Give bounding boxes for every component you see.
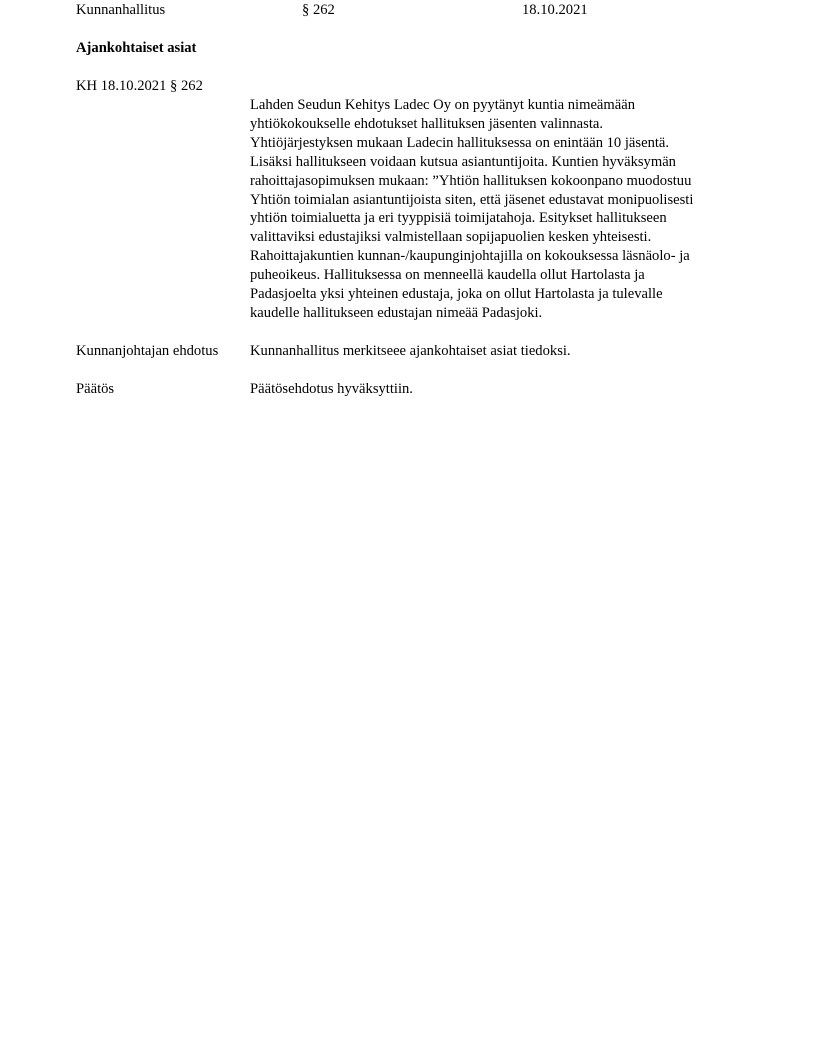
body-line: Lisäksi hallitukseen voidaan kutsua asiantuntijoita. Kuntien hyväksymän xyxy=(250,153,676,170)
header-date: 18.10.2021 xyxy=(522,2,588,18)
body-line: Rahoittajakuntien kunnan-/kaupunginjohtajilla on kokouksessa läsnäolo- ja xyxy=(250,248,690,265)
body-paragraph xyxy=(250,96,750,323)
body-line: yhtiön toimialuetta ja eri tyyppisiä toimijatahoja. Esitykset hallitukseen xyxy=(250,210,667,227)
body-line: puheoikeus. Hallituksessa on menneellä kaudella ollut Hartolasta ja xyxy=(250,267,645,284)
body-line: Yhtiön toimialan asiantuntijoista siten, että jäsenet edustavat monipuolisesti xyxy=(250,191,694,208)
body-line: yhtiökokoukselle ehdotukset hallituksen jäsenten valinnasta. xyxy=(250,115,604,132)
body-line: rahoittajasopimuksen mukaan: ”Yhtiön hallituksen kokoonpano muodostuu xyxy=(250,172,692,189)
body-line: Yhtiöjärjestyksen mukaan Ladecin hallituksessa on enintään 10 jäsentä. xyxy=(250,134,670,151)
header-section-number: § 262 xyxy=(302,2,335,18)
body-line: Lahden Seudun Kehitys Ladec Oy on pyytänyt kuntia nimeämään xyxy=(250,97,636,113)
proposal-label: Kunnanjohtajan ehdotus xyxy=(76,343,219,359)
meeting-reference: KH 18.10.2021 § 262 xyxy=(76,78,203,94)
header-committee: Kunnanhallitus xyxy=(76,2,166,18)
body-line: Padasjoelta yksi yhteinen edustaja, joka on ollut Hartolasta ja tulevalle xyxy=(250,286,663,303)
body-line: kaudelle hallitukseen edustajan nimeää Padasjoki. xyxy=(250,304,543,321)
decision-label: Päätös xyxy=(76,381,115,397)
decision-text: Päätösehdotus hyväksyttiin. xyxy=(250,381,413,397)
document-title: Ajankohtaiset asiat xyxy=(76,40,197,56)
proposal-text: Kunnanhallitus merkitseee ajankohtaiset asiat tiedoksi. xyxy=(250,343,571,359)
body-line: valittaviksi edustajiksi valmistellaan sopijapuolien kesken yhteisesti. xyxy=(250,229,652,246)
